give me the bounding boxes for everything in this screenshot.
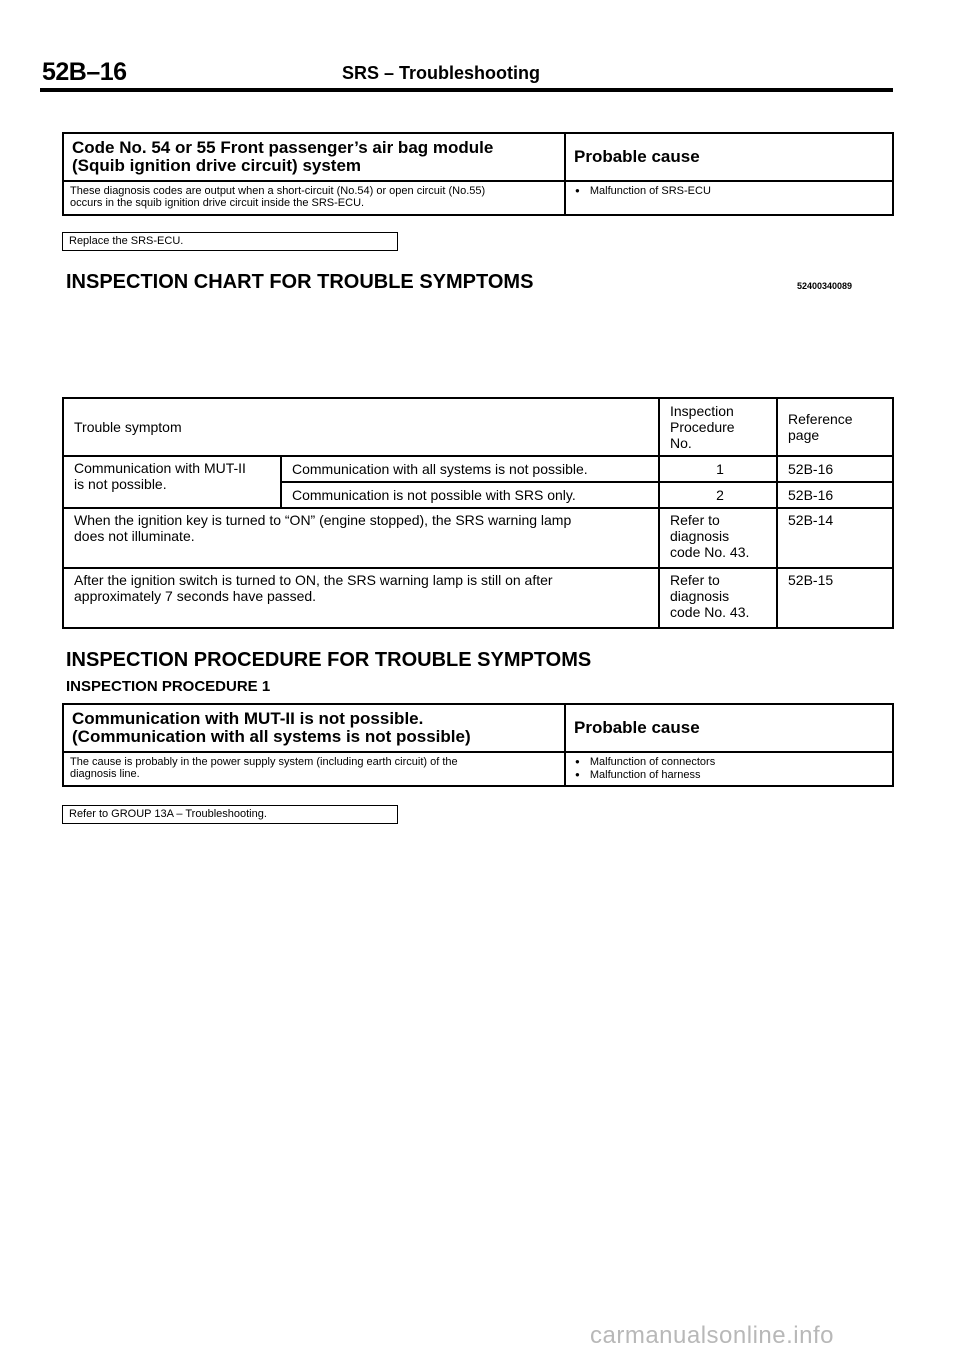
row-procedure: 1 [659, 456, 777, 482]
fault-code-heading [63, 133, 565, 181]
procedure-description-line2: diagnosis line. [70, 768, 140, 780]
header-reference-line1: Reference [788, 411, 853, 427]
probable-cause-item: ● Malfunction of harness [572, 769, 886, 782]
fault-code-heading-line1: Code No. 54 or 55 Front passenger’s air bag module [72, 138, 494, 157]
row-procedure-line3: code No. 43. [670, 604, 750, 620]
row-symptom: Communication is not possible with SRS only. [281, 482, 659, 508]
header-procedure-line3: No. [670, 435, 692, 451]
probable-cause-heading: Probable cause [565, 704, 893, 752]
procedure-section-title: INSPECTION PROCEDURE FOR TROUBLE SYMPTOMS [66, 649, 592, 671]
row-reference: 52B-16 [777, 456, 893, 482]
row-symptom-line2: approximately 7 seconds have passed. [74, 588, 317, 604]
group-label-mut [63, 456, 281, 508]
fault-code-description-line2: occurs in the squib ignition drive circuit inside the SRS-ECU. [70, 197, 365, 209]
document-code: 52400340089 [797, 281, 853, 291]
procedure-heading [63, 704, 565, 752]
procedure-table [62, 703, 894, 787]
row-symptom [63, 568, 659, 628]
probable-cause-list [565, 752, 893, 786]
procedure-heading-line1: Communication with MUT-II is not possible. [72, 709, 424, 728]
header-rule [40, 88, 893, 92]
fault-code-description [63, 181, 565, 215]
page-title: SRS – Troubleshooting [342, 63, 541, 83]
action-box: Replace the SRS-ECU. [62, 232, 398, 251]
group-label-line2: is not possible. [74, 476, 167, 492]
table-row [63, 456, 893, 482]
header-inspection-procedure [659, 398, 777, 456]
fault-code-table [62, 132, 894, 216]
fault-code-heading-line2: (Squib ignition drive circuit) system [72, 156, 362, 175]
row-procedure-line1: Refer to [670, 512, 720, 528]
procedure-description-line1: The cause is probably in the power supply system (including earth circuit) of the [70, 756, 458, 768]
row-reference: 52B-15 [777, 568, 893, 628]
action-box: Refer to GROUP 13A – Troubleshooting. [62, 805, 398, 824]
group-label-line1: Communication with MUT-II [74, 460, 246, 476]
probable-cause-heading: Probable cause [565, 133, 893, 181]
header-reference-line2: page [788, 427, 820, 443]
header-procedure-line1: Inspection [670, 403, 734, 419]
row-procedure [659, 508, 777, 568]
header-reference-page [777, 398, 893, 456]
chart-section-title: INSPECTION CHART FOR TROUBLE SYMPTOMS [66, 271, 534, 293]
procedure-heading-line2: (Communication with all systems is not possible) [72, 727, 471, 746]
fault-code-description-line1: These diagnosis codes are output when a short-circuit (No.54) or open circuit (No.55) [70, 185, 486, 197]
table-row [63, 508, 893, 568]
row-symptom-line1: When the ignition key is turned to “ON” (engine stopped), the SRS warning lamp [74, 512, 572, 528]
table-row [63, 568, 893, 628]
probable-cause-list [565, 181, 893, 215]
row-procedure-line2: diagnosis [670, 588, 730, 604]
row-symptom [63, 508, 659, 568]
procedure-subtitle: INSPECTION PROCEDURE 1 [66, 678, 271, 695]
row-procedure-line1: Refer to [670, 572, 720, 588]
row-procedure-line3: code No. 43. [670, 544, 750, 560]
row-symptom-line2: does not illuminate. [74, 528, 195, 544]
procedure-description [63, 752, 565, 786]
header-procedure-line2: Procedure [670, 419, 735, 435]
row-symptom: Communication with all systems is not possible. [281, 456, 659, 482]
row-procedure: 2 [659, 482, 777, 508]
header-trouble-symptom: Trouble symptom [63, 398, 659, 456]
row-reference: 52B-16 [777, 482, 893, 508]
watermark: carmanualsonline.info [590, 1322, 834, 1349]
trouble-symptom-chart [62, 397, 894, 629]
page-number: 52B–16 [42, 58, 127, 86]
row-reference: 52B-14 [777, 508, 893, 568]
probable-cause-item: ● Malfunction of SRS-ECU [572, 185, 886, 198]
probable-cause-item: ● Malfunction of connectors [572, 756, 886, 769]
row-procedure-line2: diagnosis [670, 528, 730, 544]
row-symptom-line1: After the ignition switch is turned to ON, the SRS warning lamp is still on after [74, 572, 553, 588]
row-procedure [659, 568, 777, 628]
